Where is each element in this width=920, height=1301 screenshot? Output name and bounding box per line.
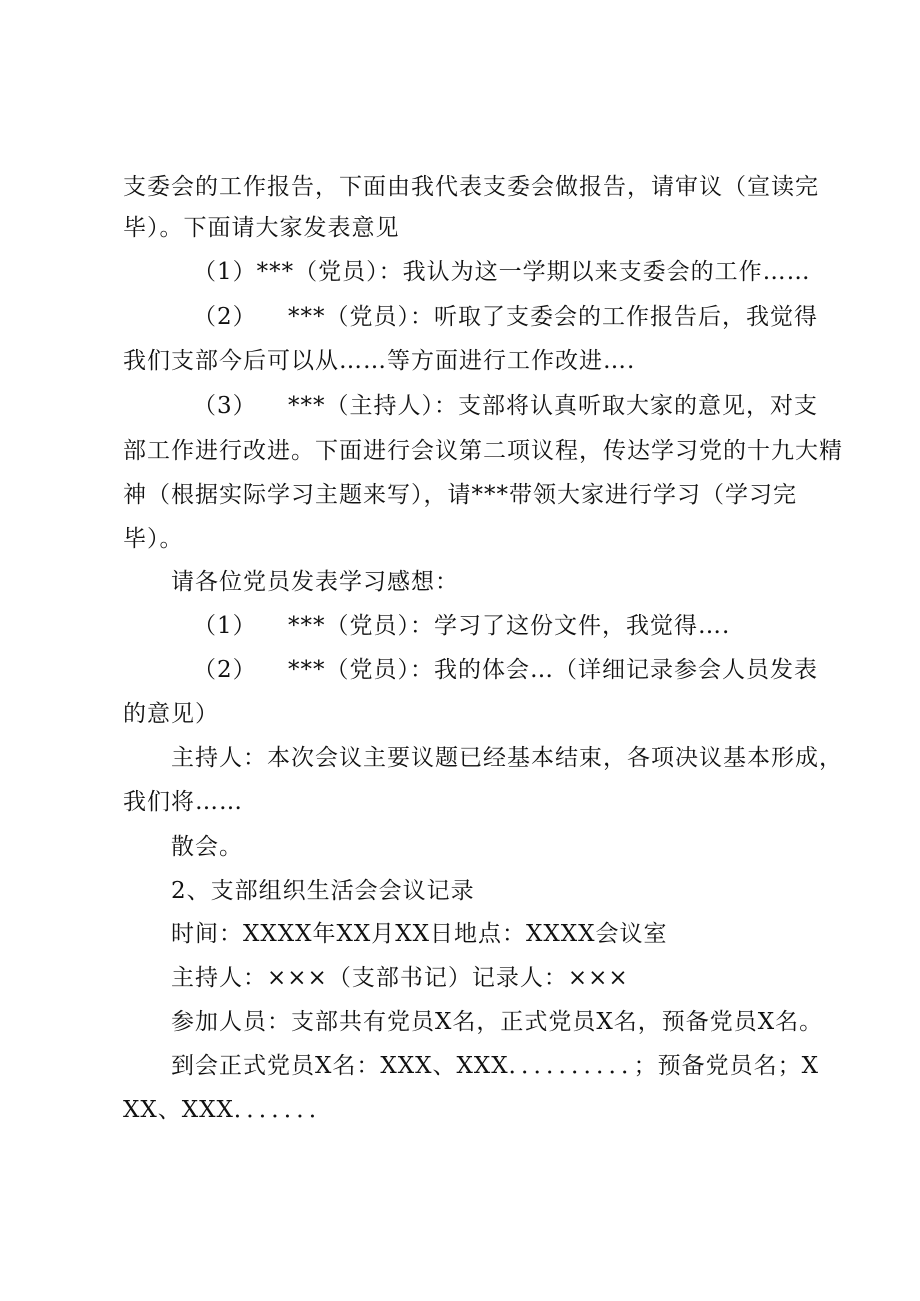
text-line-11: ***（党员）：学习了这份文件，我觉得…. [288, 613, 731, 639]
text-line-1: 支委会的工作报告，下面由我代表支委会做报告，请审议（宣读完 [123, 174, 819, 200]
text-line-7: 部工作进行改进。下面进行会议第二项议程，传达学习党的十九大精 [123, 438, 843, 464]
text-line-20: 到会正式党员X名：XXX、XXX．．．．．．．．．．；预备党员名；X [171, 1053, 819, 1079]
text-line-2: 毕）。下面请大家发表意见 [123, 215, 400, 241]
text-line-18: 主持人：×××（支部书记）记录人：××× [171, 965, 629, 991]
section-heading: 2、支部组织生活会会议记录 [171, 878, 475, 904]
item-number: （2） [193, 657, 257, 683]
text-line-3: （1）***（党员）：我认为这一学期以来支委会的工作…… [193, 259, 811, 285]
text-line-5: 我们支部今后可以从……等方面进行工作改进…. [123, 348, 636, 374]
text-line-13: 的意见） [123, 701, 219, 727]
text-line-17: 时间：XXXX年XX月XX日地点：XXXX会议室 [171, 921, 668, 947]
text-line-6: ***（主持人）：支部将认真听取大家的意见，对支 [288, 393, 818, 419]
text-line-9: 毕）。 [123, 526, 184, 552]
text-line-4: ***（党员）：听取了支委会的工作报告后，我觉得 [288, 304, 818, 330]
text-line-8: 神（根据实际学习主题来写），请***带领大家进行学习（学习完 [123, 482, 797, 508]
text-line-14: 主持人：本次会议主要议题已经基本结束，各项决议基本形成， [171, 745, 843, 771]
text-line-19: 参加人员：支部共有党员X名，正式党员X名，预备党员X名。 [171, 1009, 824, 1035]
text-line-12: ***（党员）：我的体会…（详细记录参会人员发表 [288, 657, 818, 683]
text-line-15: 我们将…… [123, 789, 243, 815]
item-number: （3） [193, 393, 257, 419]
text-line-16: 散会。 [171, 834, 243, 860]
item-number: （1） [193, 613, 257, 639]
item-number: （2） [193, 304, 257, 330]
text-line-10: 请各位党员发表学习感想： [171, 569, 459, 595]
text-line-21: XX、XXX．．．．．．． [123, 1097, 333, 1123]
